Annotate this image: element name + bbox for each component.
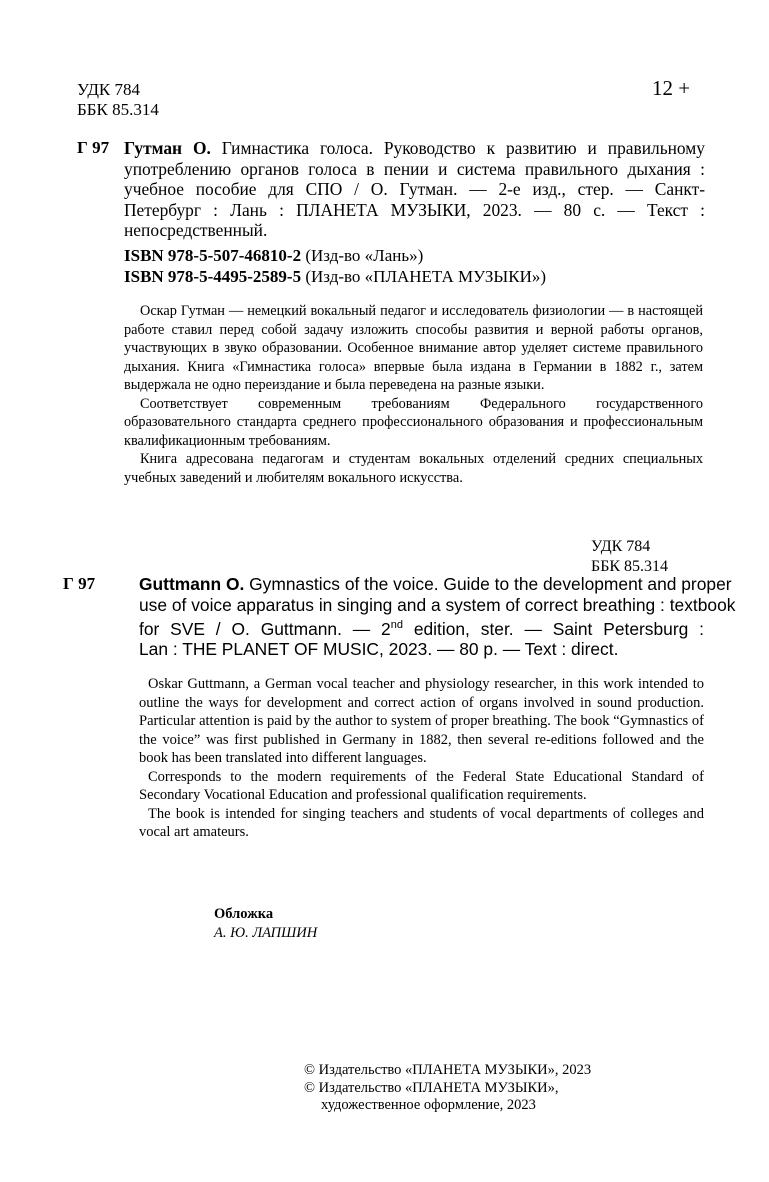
ru-entry-line-1: Гутман О. Гимнастика голоса. Руководство к развитию и правильному [124,138,705,158]
ru-entry-line-2: употреблению органов голоса в пении и система правильного дыхания : [124,158,705,179]
en-abstract-paragraph: Corresponds to the modern requirements of the Federal State Educational Standard of Secondary Vocational Education and professional qualification requirements. [139,768,704,803]
en-catalog-entry [139,574,736,660]
cover-credit-title: Обложка [214,906,274,922]
ru-entry-line-3: учебное пособие для СПО / О. Гутман. — 2-е изд., стер. — Санкт- [124,179,705,199]
copyright-line: художественное оформление, 2023 [321,1097,536,1113]
isbn-block [124,245,546,287]
ru-author: Гутман О. [124,138,211,158]
ru-abstract-paragraph: Соответствует современным требованиям Федерального государственного образовательного стандарта среднего профессионального образования и профессиональным квалификационным требованиям. [124,395,703,449]
en-entry-line-1: Guttmann O. Gymnastics of the voice. Guide to the development and proper [139,574,732,594]
copyright-line: © Издательство «ПЛАНЕТА МУЗЫКИ», 2023 [304,1062,592,1078]
copyright-block [304,1062,591,1115]
en-abstract [139,675,704,842]
ru-abstract [124,302,703,487]
cover-credit [214,905,317,943]
cover-credit-name: А. Ю. ЛАПШИН [214,925,318,941]
en-author: Guttmann O. [139,574,245,594]
age-rating: 12 + [652,76,691,100]
en-abstract-paragraph: Oskar Guttmann, a German vocal teacher and physiology researcher, in this work intended to outline the ways for development and correct action of organs involved in sound production. Particular attention is paid by the author to system of proper breathing. The book “Gymnastics of the voice” was first published in Germany in 1882, then several re-editions followed and the book has been translated into different languages. [139,676,704,766]
en-entry-line-2: use of voice apparatus in singing and a system of correct breathing : textbook [139,594,736,615]
bbk-code: ББК 85.314 [77,100,159,119]
en-entry-line-4: Lan : THE PLANET OF MUSIC, 2023. — 80 p. — Text : direct. [139,639,619,660]
isbn-line: ISBN 978-5-4495-2589-5 (Изд-во «ПЛАНЕТА МУЗЫКИ») [124,267,547,286]
ru-entry-line-5: непосредственный. [124,220,268,240]
en-author-mark: Г 97 [63,574,96,593]
en-abstract-paragraph: The book is intended for singing teachers and students of vocal departments of colleges and vocal art amateurs. [139,805,704,840]
udk-code: УДК 784 [591,538,651,555]
isbn-line: ISBN 978-5-507-46810-2 (Изд-во «Лань») [124,246,424,265]
ru-author-mark: Г 97 [77,138,110,157]
copyright-line: © Издательство «ПЛАНЕТА МУЗЫКИ», [304,1079,559,1096]
ru-abstract-paragraph: Книга адресована педагогам и студентам вокальных отделений средних специальных учебных заведений и любителям вокального искусства. [124,451,703,486]
bbk-code: ББК 85.314 [591,558,669,575]
ru-catalog-entry [124,138,705,241]
udk-block-middle [591,537,668,577]
udk-code: УДК 784 [77,80,141,99]
ru-abstract-paragraph: Оскар Гутман — немецкий вокальный педагог и исследователь физиологии — в настоящей работе ставил перед собой задачу изложить способы развития и верной работы органов, участвующих в звуко образовании. Особенное внимание автор уделяет системе правильного дыхания. Книга «Гимнастика голоса» впервые была издана в Германии в 1882 г., затем выдержала не одно переиздание и была переведена на разные языки. [124,303,703,393]
en-entry-line-3: for SVE / O. Guttmann. — 2nd edition, ster. — Saint Petersburg : [139,618,704,639]
ru-entry-line-4: Петербург : Лань : ПЛАНЕТА МУЗЫКИ, 2023. — 80 с. — Текст : [124,199,705,220]
udk-block-top [77,80,159,120]
